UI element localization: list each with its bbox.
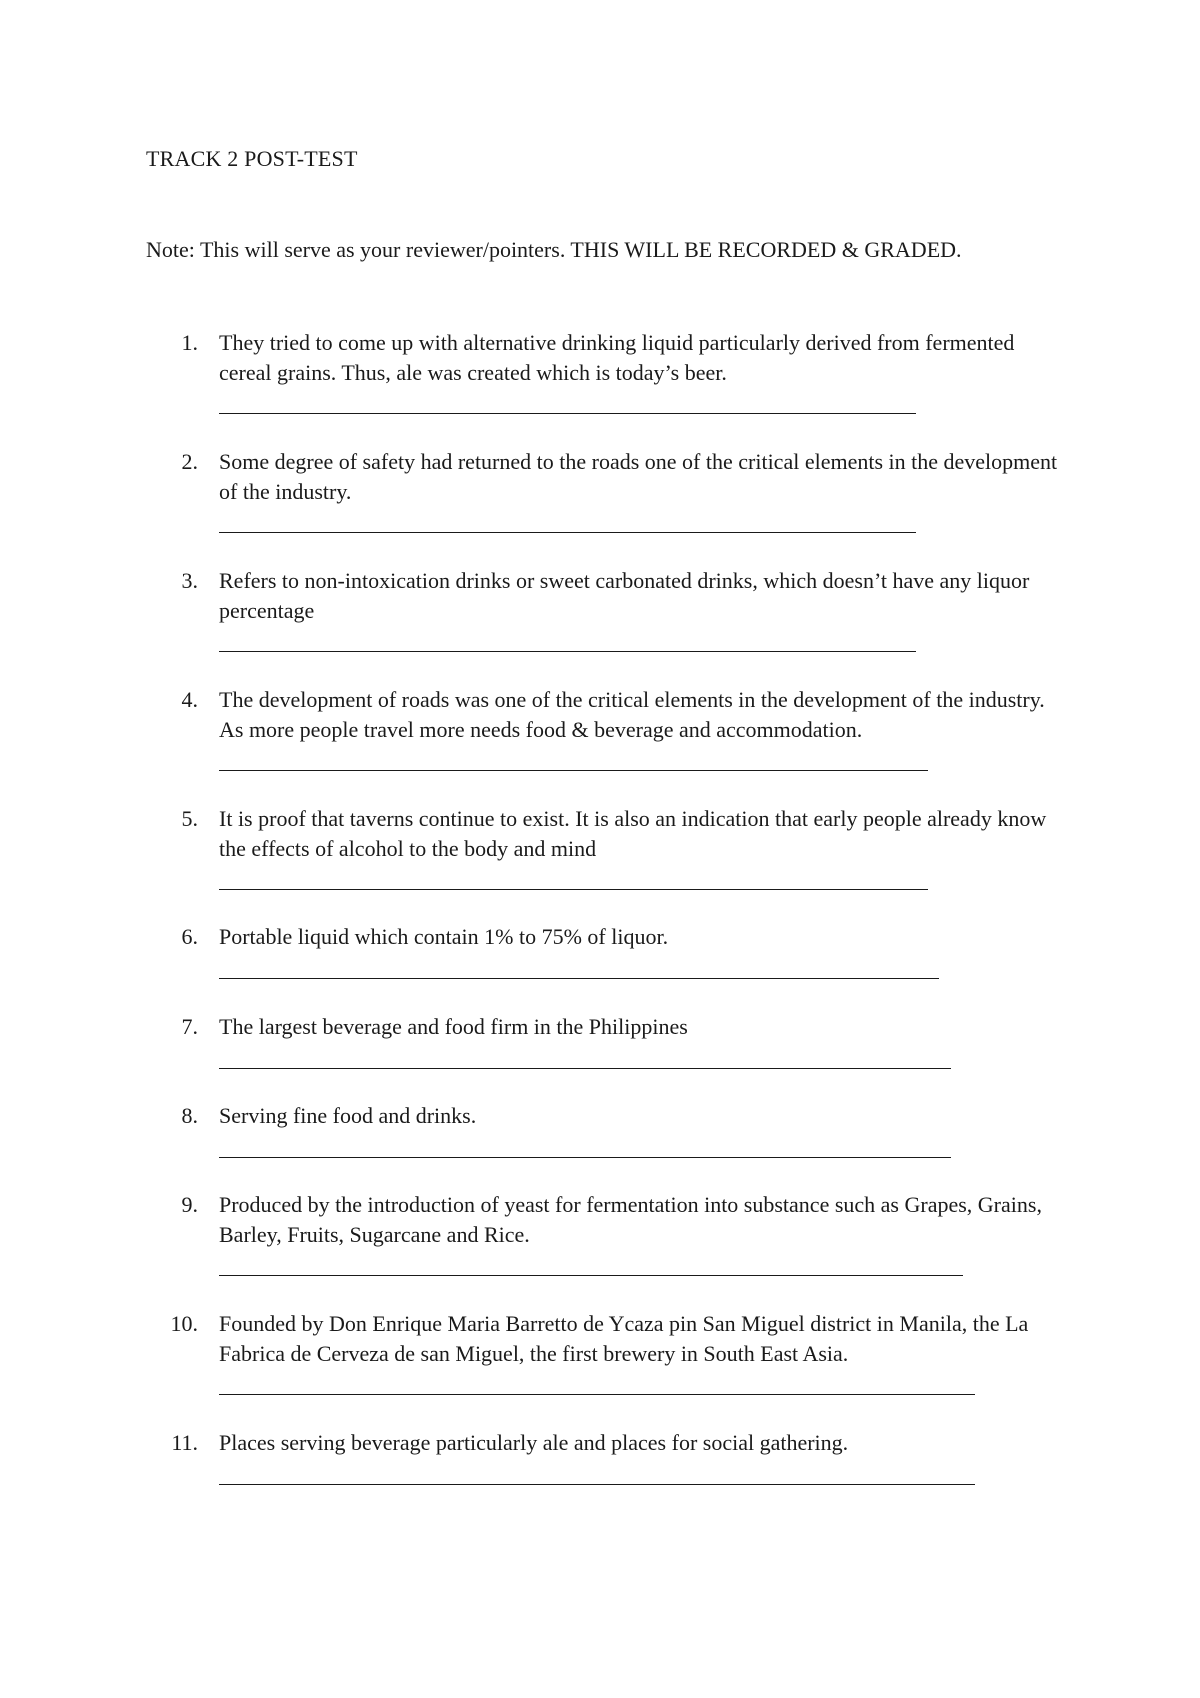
answer-line[interactable]	[219, 889, 928, 890]
answer-line[interactable]	[219, 1275, 963, 1276]
question-number: 10.	[170, 1311, 198, 1336]
question-number: 5.	[181, 806, 198, 831]
question-text: Places serving beverage particularly ale and places for social gathering.	[219, 1430, 849, 1455]
question-text: Some degree of safety had returned to the roads one of the critical elements in the development of the industry.	[219, 449, 1058, 504]
answer-line[interactable]	[219, 532, 916, 533]
question-number: 2.	[181, 449, 198, 474]
answer-line[interactable]	[219, 770, 928, 771]
question-number: 11.	[171, 1430, 198, 1455]
question-text: Produced by the introduction of yeast for fermentation into substance such as Grapes, Grains, Barley, Fruits, Sugarcane and Rice.	[219, 1192, 1042, 1247]
question-number: 3.	[181, 568, 198, 593]
question-text: The development of roads was one of the critical elements in the development of the industry. As more people travel more needs food & beverage and accommodation.	[219, 687, 1045, 742]
question-text: The largest beverage and food firm in the Philippines	[219, 1014, 688, 1039]
answer-line[interactable]	[219, 1394, 975, 1395]
question-text: Founded by Don Enrique Maria Barretto de Ycaza pin San Miguel district in Manila, the La Fabrica de Cerveza de san Miguel, the first brewery in South East Asia.	[219, 1311, 1029, 1366]
question-number: 1.	[181, 330, 198, 355]
question-number: 9.	[181, 1192, 198, 1217]
question-number: 7.	[181, 1014, 198, 1039]
question-text: They tried to come up with alternative drinking liquid particularly derived from fermented cereal grains. Thus, ale was created which is today’s beer.	[219, 330, 1015, 385]
question-text: It is proof that taverns continue to exist. It is also an indication that early people already know the effects of alcohol to the body and mind	[219, 806, 1047, 861]
question-number: 6.	[181, 924, 198, 949]
question-text: Portable liquid which contain 1% to 75% of liquor.	[219, 924, 669, 949]
question-text: Refers to non-intoxication drinks or sweet carbonated drinks, which doesn’t have any liquor percentage	[219, 568, 1030, 623]
answer-line[interactable]	[219, 1157, 951, 1158]
question-number: 8.	[181, 1103, 198, 1128]
answer-line[interactable]	[219, 413, 916, 414]
document-title: TRACK 2 POST-TEST	[146, 146, 358, 171]
answer-line[interactable]	[219, 651, 916, 652]
answer-line[interactable]	[219, 1068, 951, 1069]
document-note: Note: This will serve as your reviewer/pointers. THIS WILL BE RECORDED & GRADED.	[146, 237, 962, 262]
answer-line[interactable]	[219, 978, 939, 979]
answer-line[interactable]	[219, 1484, 975, 1485]
question-text: Serving fine food and drinks.	[219, 1103, 477, 1128]
question-number: 4.	[181, 687, 198, 712]
